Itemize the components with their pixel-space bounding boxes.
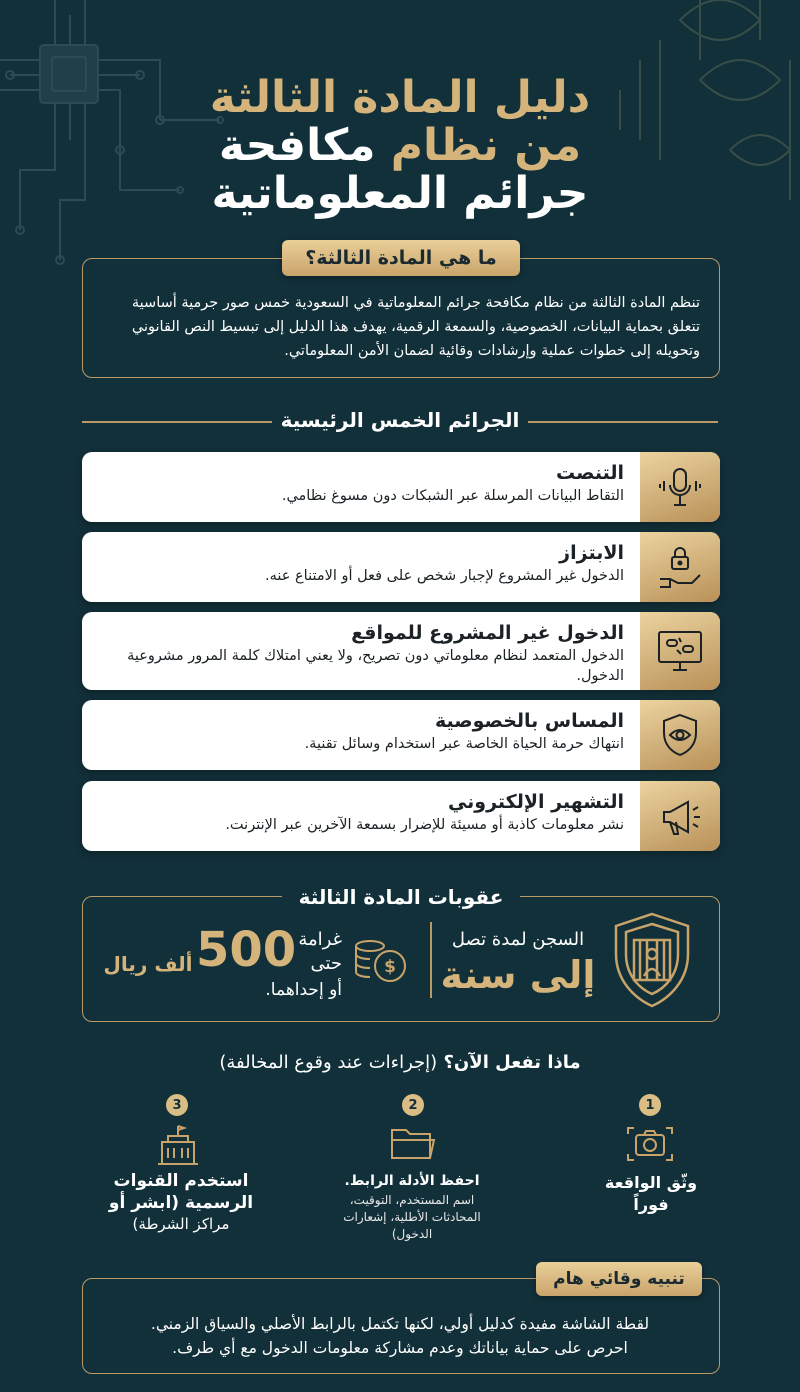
crime-card-privacy <box>82 700 720 770</box>
lock-hand-icon <box>640 532 720 602</box>
crimes-heading-text: الجرائم الخمس الرئيسية <box>280 408 520 432</box>
crime-desc: الدخول غير المشروع لإجبار شخص على فعل أو الامتناع عنه. <box>265 568 624 584</box>
intro-text: تنظم المادة الثالثة من نظام مكافحة جرائم المعلوماتية في السعودية خمس صور جرمية أساسية تتعلق بحماية البيانات، الخصوصية، والسمعة الرقمية، يهدف هذا الدليل إلى تبسيط النص القانوني وتحويله إلى خطوات عملية وإرشادات وقائية لضمان الأمن المعلوماتي. <box>131 295 700 359</box>
step-sub-2: اسم المستخدم، التوقيت، المحادثات الأطلية، إشعارات الدخول) <box>343 1193 481 1241</box>
step-number-1: 1 <box>639 1094 661 1116</box>
crime-title: الدخول غير المشروع للمواقع <box>351 622 624 644</box>
building-icon <box>154 1120 202 1166</box>
warning-label: تنبيه وقائي هام <box>536 1262 702 1296</box>
crime-title: الابتزاز <box>559 542 624 564</box>
crime-card-extortion <box>82 532 720 602</box>
crime-title: المساس بالخصوصية <box>434 710 624 732</box>
fine-amount: 500 <box>196 922 297 978</box>
crime-desc: التقاط البيانات المرسلة عبر الشبكات دون مسوغ نظامي. <box>281 488 624 504</box>
heading-divider-right <box>528 421 718 423</box>
crimes-heading <box>0 408 800 434</box>
crime-title: التشهير الإلكتروني <box>447 791 624 813</box>
coins-icon <box>352 936 410 986</box>
crime-desc: انتهاك حرمة الحياة الخاصة عبر استخدام وسائل تقنية. <box>304 736 624 752</box>
fine-unit: ألف ريال <box>103 952 193 976</box>
actions-heading-bold: ماذا تفعل الآن؟ <box>443 1052 581 1073</box>
crime-card-defamation <box>82 781 720 851</box>
title-line-2-white: مكافحة <box>218 120 376 171</box>
crime-desc: الدخول المتعمد لنظام معلوماتي دون تصريح، ولا يعني امتلاك كلمة المرور مشروعية الدخول. <box>127 648 624 684</box>
title-line-3: جرائم المعلوماتية <box>211 168 589 219</box>
camera-icon <box>626 1124 674 1164</box>
microphone-icon <box>640 452 720 522</box>
warning-line-1: لقطة الشاشة مفيدة كدليل أولي، لكنها تكتمل بالرابط الأصلي والسياق الزمني. <box>150 1315 650 1333</box>
shield-eye-icon <box>640 700 720 770</box>
prison-shield-icon <box>610 910 694 1010</box>
step-title-3: استخدم القنوات الرسمية (ابشر أو <box>108 1171 254 1213</box>
title-line-2 <box>0 122 800 170</box>
heading-divider-left <box>82 421 272 423</box>
warning-line-2: احرص على حماية بياناتك وعدم مشاركة معلومات الدخول مع أي طرف. <box>172 1339 628 1357</box>
folder-icon <box>390 1124 436 1162</box>
title-line-2-gold: من نظام <box>390 120 582 171</box>
step-number-2: 2 <box>402 1094 424 1116</box>
title-line-1: دليل المادة الثالثة <box>209 72 591 123</box>
crime-card-unauthorized-access <box>82 612 720 690</box>
monitor-broken-link-icon <box>640 612 720 690</box>
page-title <box>0 74 800 218</box>
actions-heading <box>0 1052 800 1078</box>
penalties-heading: عقوبات المادة الثالثة <box>282 882 520 912</box>
intro-label: ما هي المادة الثالثة؟ <box>282 240 520 276</box>
actions-heading-rest: (إجراءات عند وقوع المخالفة) <box>219 1052 438 1073</box>
fine-label: غرامة <box>298 929 342 950</box>
svg-text:$: $ <box>384 957 396 977</box>
step-number-3: 3 <box>166 1094 188 1116</box>
megaphone-icon <box>640 781 720 851</box>
penalty-divider <box>430 922 432 998</box>
fine-upto: حتى <box>310 953 342 974</box>
step-sub-3: مراكز الشرطة) <box>132 1215 230 1233</box>
fine-or-either: أو إحداهما. <box>265 980 342 1000</box>
crime-desc: نشر معلومات كاذبة أو مسيئة للإضرار بسمعة الآخرين عبر الإنترنت. <box>225 817 624 833</box>
step-title-1: وثّق الواقعة فوراً <box>604 1173 698 1214</box>
crime-title: التنصت <box>556 462 624 484</box>
prison-duration-prefix: السجن لمدة تصل <box>451 929 585 950</box>
crime-card-eavesdropping <box>82 452 720 522</box>
step-title-2: احفظ الأدلة الرابط. <box>344 1173 480 1189</box>
prison-duration-main: إلى سنة <box>440 953 596 997</box>
